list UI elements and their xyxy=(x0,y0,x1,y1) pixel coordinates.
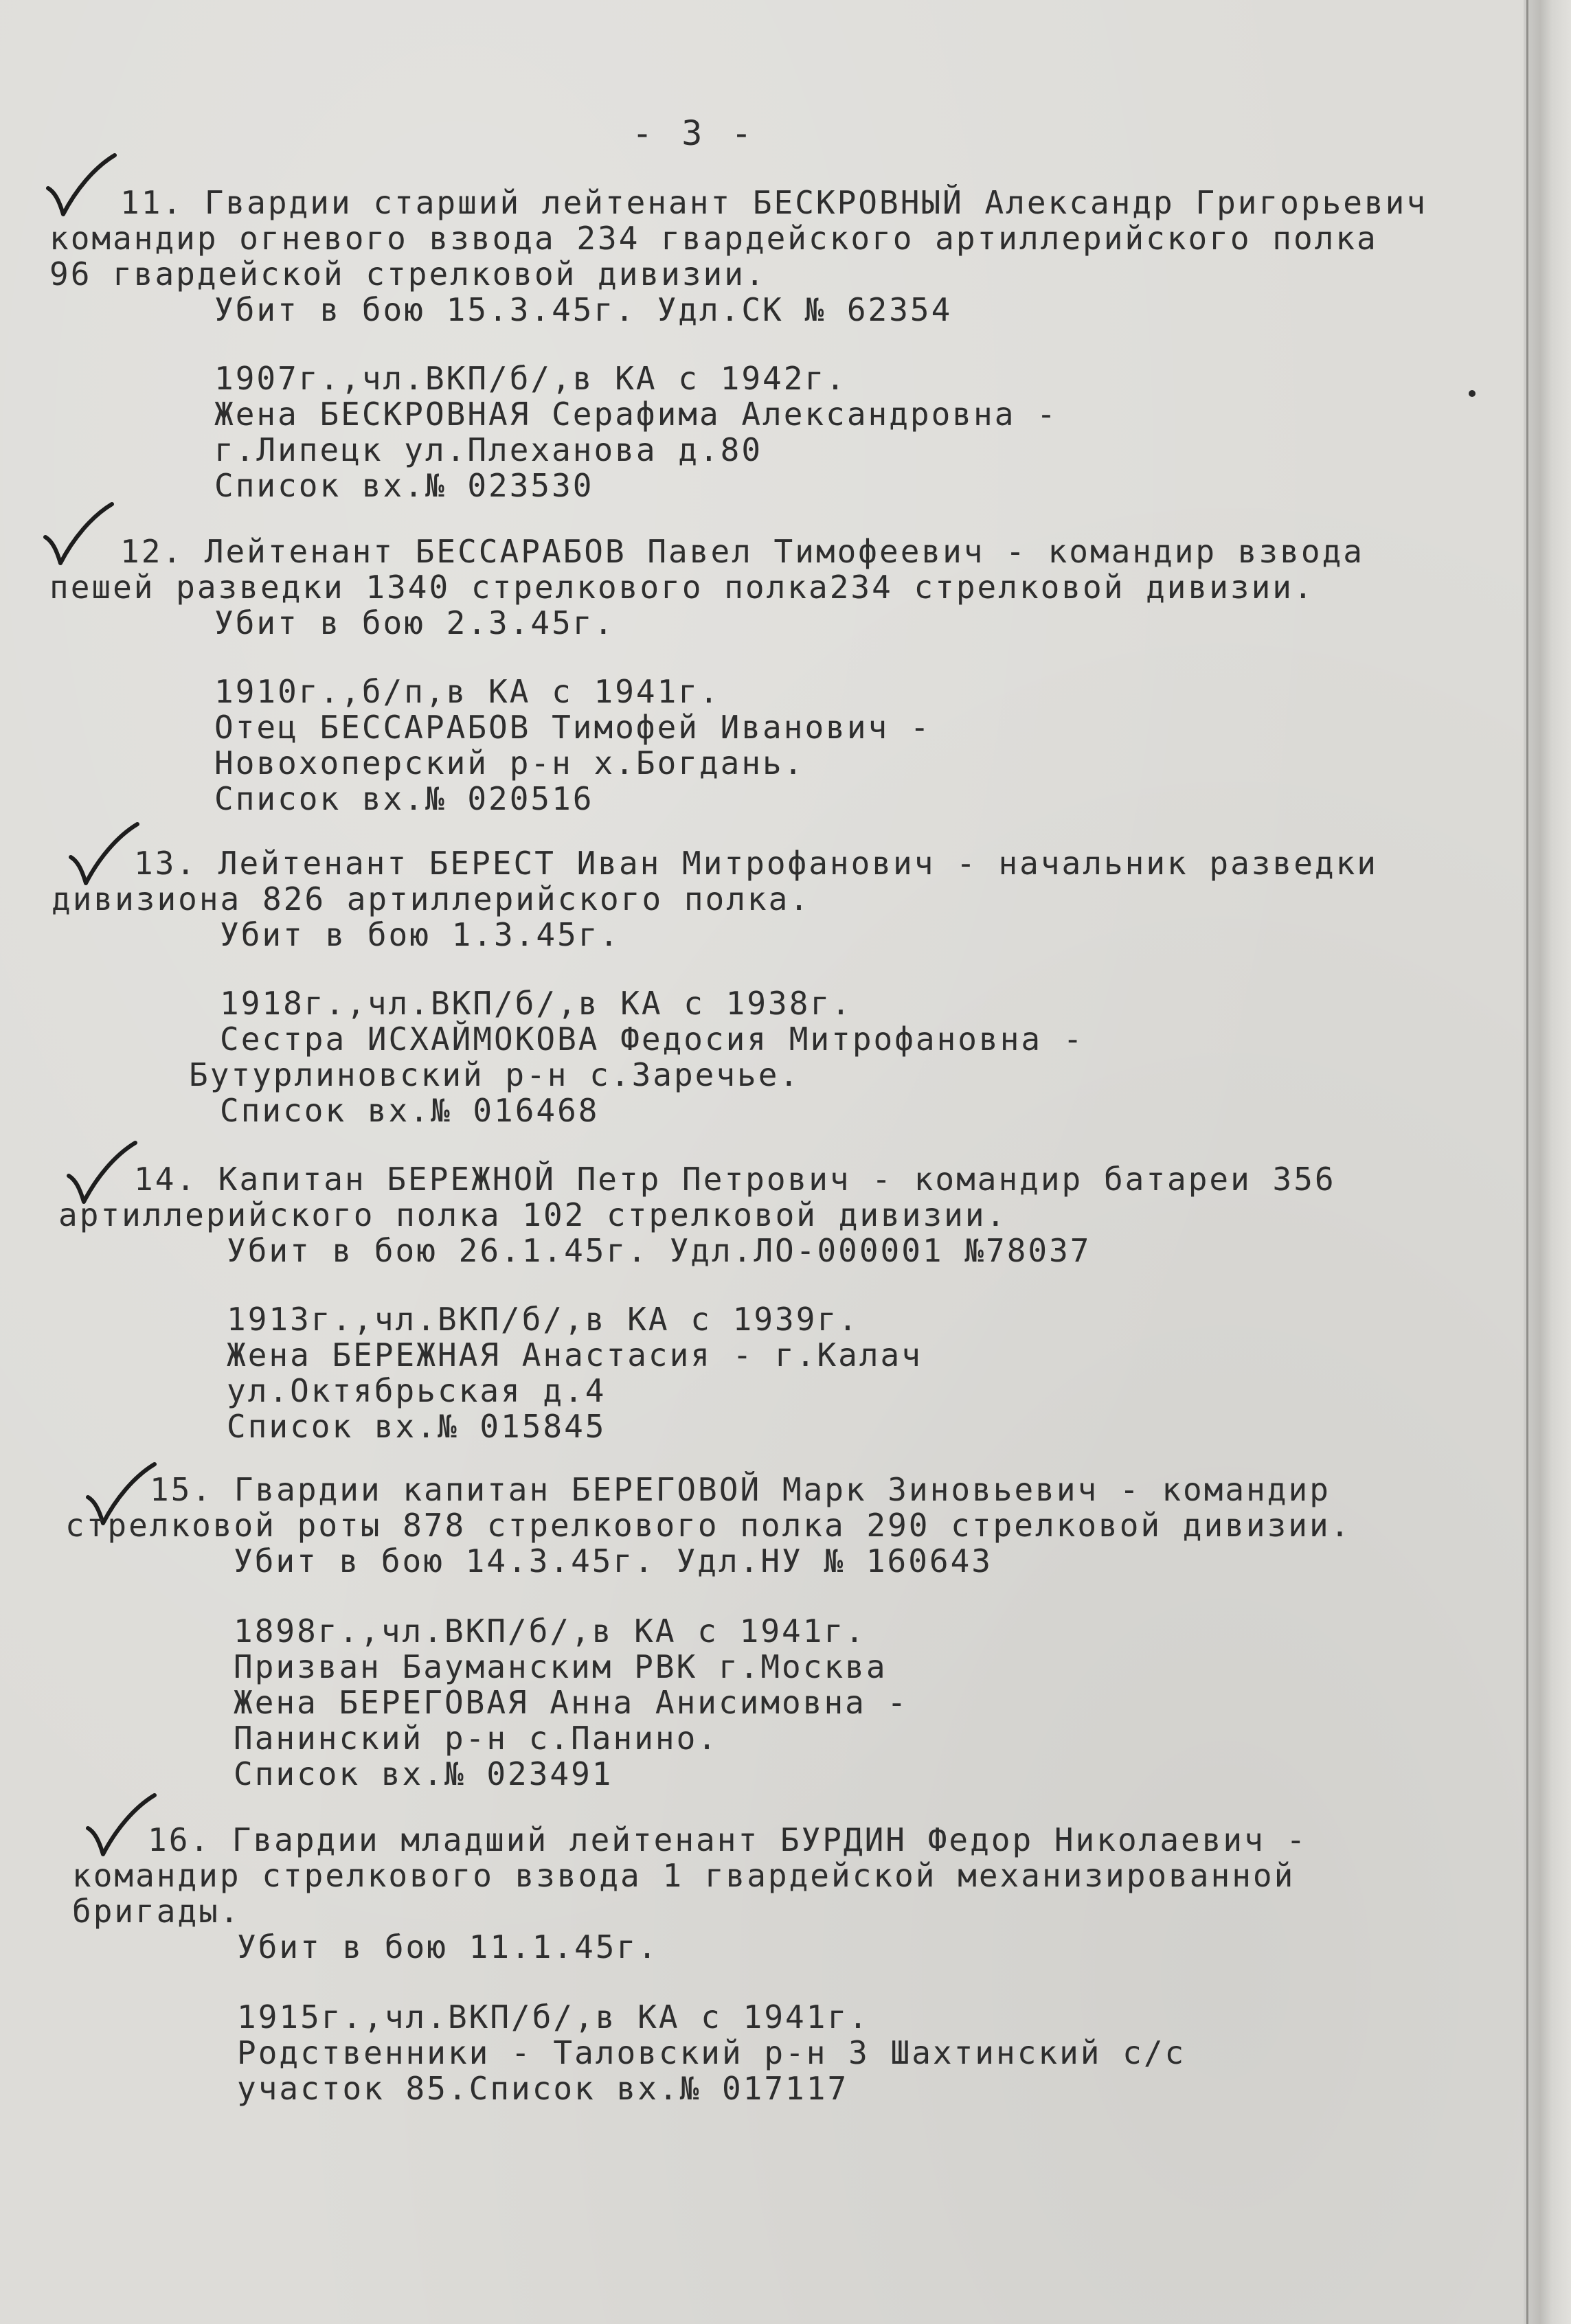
entry-13-line: 1918г.,чл.ВКП/б/,в КА с 1938г. xyxy=(220,985,852,1022)
entry-16-death: Убит в бою 11.1.45г. xyxy=(237,1928,659,1966)
entry-12-line: пешей разведки 1340 стрелкового полка234 стрелковой дивизии. xyxy=(49,569,1315,606)
entry-16-line: Родственники - Таловский р-н 3 Шахтинский с/с xyxy=(237,2034,1186,2071)
entry-13-death: Убит в бою 1.3.45г. xyxy=(220,916,621,953)
page-edge-shadow xyxy=(1526,0,1528,2324)
entry-16-list: участок 85.Список вх.№ 017117 xyxy=(237,2070,849,2107)
entry-16-line: 1915г.,чл.ВКП/б/,в КА с 1941г. xyxy=(237,1998,870,2036)
entry-15-line: 1898г.,чл.ВКП/б/,в КА с 1941г. xyxy=(234,1613,866,1650)
entry-15-line: Панинский р-н с.Панино. xyxy=(234,1720,719,1757)
entry-13-line: дивизиона 826 артиллерийского полка. xyxy=(52,880,811,918)
entry-11-heading: 11. Гвардии старший лейтенант БЕСКРОВНЫЙ Александр Григорьевич xyxy=(120,184,1428,221)
checkmark-icon xyxy=(63,1140,139,1205)
entry-14-line: 1913г.,чл.ВКП/б/,в КА с 1939г. xyxy=(227,1301,859,1338)
entry-11-list: Список вх.№ 023530 xyxy=(214,467,594,504)
entry-12-line: Новохоперский р-н х.Богдань. xyxy=(214,744,805,782)
entry-13-list: Список вх.№ 016468 xyxy=(220,1092,600,1129)
entry-12-line: Отец БЕССАРАБОВ Тимофей Иванович - xyxy=(214,709,931,746)
entry-15-heading: 15. Гвардии капитан БЕРЕГОВОЙ Марк Зиновьевич - командир xyxy=(150,1471,1331,1508)
entry-14-line: артиллерийского полка 102 стрелковой дивизии. xyxy=(58,1196,1008,1233)
entry-12-line: 1910г.,б/п,в КА с 1941г. xyxy=(214,673,721,710)
entry-11-line: Жена БЕСКРОВНАЯ Серафима Александровна - xyxy=(214,396,1058,433)
entry-15-line: Жена БЕРЕГОВАЯ Анна Анисимовна - xyxy=(234,1684,909,1721)
entry-14-line: ул.Октябрьская д.4 xyxy=(227,1372,607,1409)
checkmark-icon xyxy=(43,152,118,218)
entry-12-heading: 12. Лейтенант БЕССАРАБОВ Павел Тимофеевич - командир взвода xyxy=(120,533,1364,570)
entry-11-line: 1907г.,чл.ВКП/б/,в КА с 1942г. xyxy=(214,360,847,397)
page-number: - 3 - xyxy=(632,113,756,153)
entry-14-list: Список вх.№ 015845 xyxy=(227,1408,607,1445)
entry-11-line: г.Липецк ул.Плеханова д.80 xyxy=(214,431,763,468)
checkmark-icon xyxy=(40,501,115,567)
checkmark-icon xyxy=(65,821,141,887)
entry-13-heading: 13. Лейтенант БЕРЕСТ Иван Митрофанович - начальник разведки xyxy=(134,845,1378,882)
entry-16-line: командир стрелкового взвода 1 гвардейской механизированной xyxy=(72,1857,1296,1894)
entry-14-heading: 14. Капитан БЕРЕЖНОЙ Петр Петрович - командир батареи 356 xyxy=(134,1161,1336,1198)
entry-11-line: командир огневого взвода 234 гвардейского артиллерийского полка xyxy=(49,220,1378,257)
entry-15-list: Список вх.№ 023491 xyxy=(234,1755,613,1792)
page-edge xyxy=(1524,0,1571,2324)
entry-13-line: Сестра ИСХАЙМОКОВА Федосия Митрофановна - xyxy=(220,1021,1085,1058)
entry-16-line: бригады. xyxy=(72,1893,241,1930)
entry-13-line: Бутурлиновский р-н с.Заречье. xyxy=(189,1056,801,1093)
ink-speck xyxy=(1469,390,1476,397)
entry-14-death: Убит в бою 26.1.45г. Удл.ЛО-000001 №78037 xyxy=(227,1232,1092,1269)
entry-11-death: Убит в бою 15.3.45г. Удл.СК № 62354 xyxy=(214,291,953,328)
entry-12-death: Убит в бою 2.3.45г. xyxy=(214,604,615,641)
entry-15-death: Убит в бою 14.3.45г. Удл.НУ № 160643 xyxy=(234,1542,993,1580)
checkmark-icon xyxy=(82,1792,158,1858)
entry-11-line: 96 гвардейской стрелковой дивизии. xyxy=(49,255,767,293)
entry-16-heading: 16. Гвардии младший лейтенант БУРДИН Федор Николаевич - xyxy=(148,1821,1308,1858)
entry-12-list: Список вх.№ 020516 xyxy=(214,780,594,817)
entry-15-line: Призван Бауманским РВК г.Москва xyxy=(234,1648,888,1685)
entry-15-line: стрелковой роты 878 стрелкового полка 290 стрелковой дивизии. xyxy=(65,1507,1352,1544)
entry-14-line: Жена БЕРЕЖНАЯ Анастасия - г.Калач xyxy=(227,1336,923,1374)
